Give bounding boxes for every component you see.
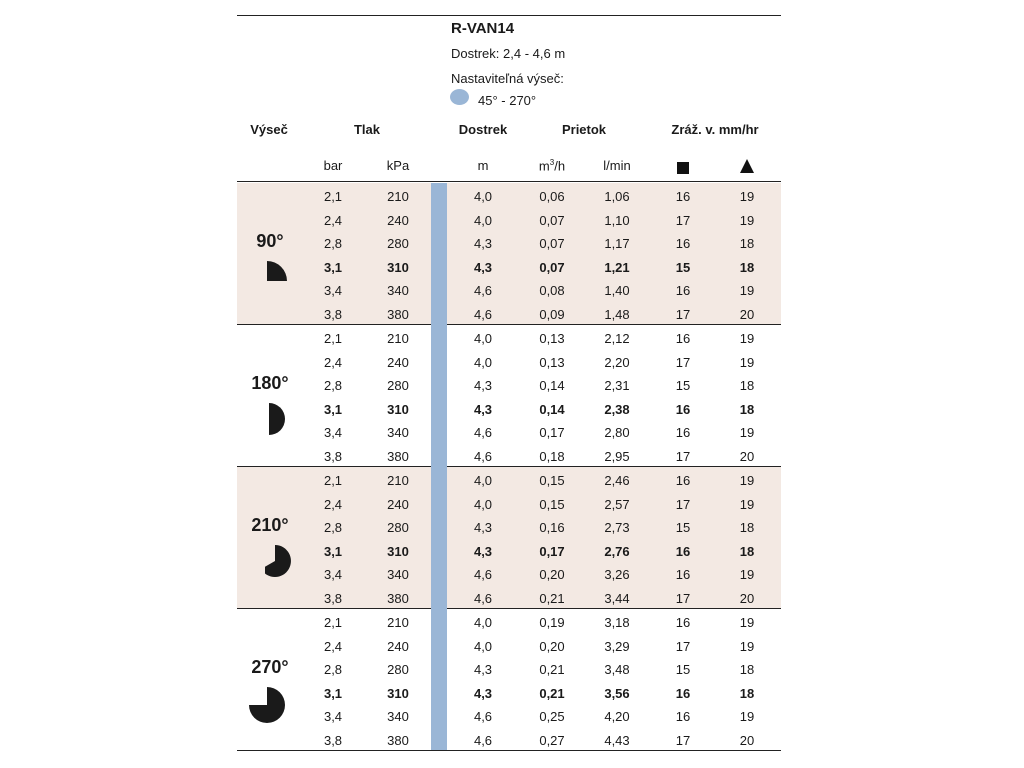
cell-radius: 4,3 [473, 520, 493, 536]
cell-radius: 4,3 [473, 259, 493, 275]
cell-flow-m3h: 0,13 [539, 331, 565, 346]
cell-kpa: 310 [387, 259, 409, 275]
cell-flow-lmin: 4,20 [604, 709, 630, 725]
cell-precip-triangle: 18 [739, 378, 755, 394]
blue-dot-icon [450, 89, 469, 105]
cell-bar: 3,8 [323, 591, 343, 606]
cell-flow-m3h: 0,15 [539, 473, 565, 488]
cell-flow-lmin: 1,40 [604, 283, 630, 299]
blue-column-band [431, 183, 447, 750]
cell-precip-square: 17 [675, 638, 691, 654]
cell-flow-lmin: 2,31 [604, 378, 630, 394]
cell-radius: 4,3 [473, 685, 493, 701]
cell-bar: 2,1 [323, 331, 343, 346]
cell-flow-m3h: 0,06 [539, 189, 565, 204]
cell-precip-square: 17 [675, 354, 691, 370]
cell-kpa: 240 [387, 212, 409, 228]
cell-kpa: 240 [387, 354, 409, 370]
cell-bar: 2,8 [323, 378, 343, 394]
cell-flow-m3h: 0,19 [539, 615, 565, 630]
cell-bar: 2,1 [323, 189, 343, 204]
triangle-icon [740, 159, 754, 173]
cell-radius: 4,0 [473, 354, 493, 370]
cell-precip-square: 17 [675, 591, 691, 606]
cell-bar: 3,4 [323, 709, 343, 725]
cell-radius: 4,6 [473, 709, 493, 725]
cell-kpa: 210 [387, 331, 409, 346]
cell-flow-lmin: 1,06 [604, 189, 630, 204]
cell-precip-triangle: 20 [739, 733, 755, 748]
cell-kpa: 280 [387, 236, 409, 252]
cell-kpa: 310 [387, 543, 409, 559]
cell-precip-square: 17 [675, 212, 691, 228]
cell-kpa: 340 [387, 425, 409, 441]
cell-precip-square: 16 [675, 685, 691, 701]
cell-bar: 2,1 [323, 473, 343, 488]
cell-precip-square: 16 [675, 473, 691, 488]
cell-flow-m3h: 0,16 [539, 520, 565, 536]
cell-radius: 4,0 [473, 638, 493, 654]
arc-label: 210° [251, 515, 289, 535]
cell-precip-triangle: 20 [739, 307, 755, 322]
table-row [237, 611, 781, 635]
arc-label: 90° [256, 231, 284, 251]
table-row [237, 256, 781, 280]
cell-radius: 4,0 [473, 212, 493, 228]
cell-kpa: 280 [387, 378, 409, 394]
cell-flow-lmin: 2,20 [604, 354, 630, 370]
table-row [237, 185, 781, 209]
cell-radius: 4,3 [473, 543, 493, 559]
cell-flow-m3h: 0,21 [539, 662, 565, 678]
cell-flow-lmin: 3,56 [604, 685, 630, 701]
cell-flow-lmin: 2,38 [604, 401, 630, 417]
cell-precip-triangle: 18 [739, 543, 755, 559]
cell-precip-triangle: 19 [739, 189, 755, 204]
cell-precip-square: 17 [675, 307, 691, 322]
table-row [237, 232, 781, 256]
cell-radius: 4,6 [473, 283, 493, 299]
cell-precip-square: 16 [675, 283, 691, 299]
cell-kpa: 240 [387, 638, 409, 654]
cell-flow-m3h: 0,07 [539, 212, 565, 228]
cell-radius: 4,6 [473, 307, 493, 322]
cell-precip-triangle: 19 [739, 283, 755, 299]
square-icon [677, 162, 689, 174]
cell-flow-m3h: 0,14 [539, 378, 565, 394]
cell-kpa: 210 [387, 189, 409, 204]
cell-kpa: 340 [387, 567, 409, 583]
cell-radius: 4,0 [473, 189, 493, 204]
cell-flow-m3h: 0,27 [539, 733, 565, 748]
cell-flow-lmin: 1,48 [604, 307, 630, 322]
cell-bar: 2,4 [323, 212, 343, 228]
cell-precip-square: 16 [675, 543, 691, 559]
cell-bar: 2,8 [323, 236, 343, 252]
cell-flow-lmin: 2,12 [604, 331, 630, 346]
cell-flow-m3h: 0,20 [539, 567, 565, 583]
cell-flow-m3h: 0,07 [539, 259, 565, 275]
cell-kpa: 340 [387, 709, 409, 725]
table-row [237, 469, 781, 493]
table-row [237, 398, 781, 422]
header-radius: Dostrek [458, 122, 508, 137]
cell-bar: 3,1 [323, 685, 343, 701]
cell-kpa: 240 [387, 496, 409, 512]
cell-radius: 4,3 [473, 662, 493, 678]
model-title: R-VAN14 [451, 20, 515, 37]
cell-bar: 2,4 [323, 638, 343, 654]
table-row [237, 209, 781, 233]
cell-precip-square: 15 [675, 520, 691, 536]
table-row [237, 682, 781, 706]
cell-flow-lmin: 4,43 [604, 733, 630, 748]
table-row [237, 563, 781, 587]
table-row [237, 493, 781, 517]
cell-precip-triangle: 19 [739, 425, 755, 441]
table-row [237, 540, 781, 564]
adjustable-label: Nastaviteľná výseč: [451, 71, 564, 86]
cell-bar: 2,1 [323, 615, 343, 630]
cell-precip-square: 17 [675, 733, 691, 748]
cell-kpa: 210 [387, 473, 409, 488]
cell-kpa: 310 [387, 401, 409, 417]
table-row [237, 279, 781, 303]
cell-precip-triangle: 19 [739, 615, 755, 630]
cell-radius: 4,0 [473, 331, 493, 346]
cell-flow-lmin: 1,10 [604, 212, 630, 228]
cell-flow-m3h: 0,21 [539, 685, 565, 701]
header-pressure: Tlak [353, 122, 381, 137]
cell-bar: 3,1 [323, 259, 343, 275]
cell-precip-triangle: 19 [739, 567, 755, 583]
cell-flow-lmin: 2,95 [604, 449, 630, 464]
cell-precip-square: 16 [675, 615, 691, 630]
cell-flow-m3h: 0,20 [539, 638, 565, 654]
cell-flow-m3h: 0,17 [539, 543, 565, 559]
cell-kpa: 280 [387, 662, 409, 678]
cell-precip-square: 16 [675, 709, 691, 725]
cell-flow-m3h: 0,18 [539, 449, 565, 464]
cell-flow-lmin: 2,80 [604, 425, 630, 441]
cell-precip-triangle: 20 [739, 449, 755, 464]
cell-bar: 3,8 [323, 449, 343, 464]
cell-bar: 2,4 [323, 496, 343, 512]
unit-m3h-sup: 3 [549, 158, 555, 167]
cell-precip-triangle: 19 [739, 331, 755, 346]
table-row [237, 351, 781, 375]
cell-precip-triangle: 18 [739, 685, 755, 701]
unit-lmin: l/min [603, 158, 631, 173]
table-row [237, 705, 781, 729]
cell-bar: 3,4 [323, 567, 343, 583]
cell-flow-lmin: 2,57 [604, 496, 630, 512]
unit-m3h-tail: /h [554, 158, 566, 174]
cell-precip-triangle: 18 [739, 520, 755, 536]
cell-radius: 4,3 [473, 401, 493, 417]
table-row [237, 421, 781, 445]
cell-flow-m3h: 0,08 [539, 283, 565, 299]
cell-flow-lmin: 3,26 [604, 567, 630, 583]
cell-bar: 3,8 [323, 733, 343, 748]
cell-precip-square: 15 [675, 378, 691, 394]
cell-flow-m3h: 0,09 [539, 307, 565, 322]
cell-kpa: 310 [387, 685, 409, 701]
cell-kpa: 380 [387, 307, 409, 322]
cell-precip-triangle: 19 [739, 496, 755, 512]
cell-kpa: 380 [387, 591, 409, 606]
cell-radius: 4,6 [473, 591, 493, 606]
table-row [237, 658, 781, 682]
cell-precip-triangle: 19 [739, 212, 755, 228]
cell-precip-triangle: 18 [739, 401, 755, 417]
cell-bar: 2,8 [323, 520, 343, 536]
arc-label: 180° [251, 373, 289, 393]
cell-flow-m3h: 0,25 [539, 709, 565, 725]
cell-flow-lmin: 2,73 [604, 520, 630, 536]
cell-flow-m3h: 0,15 [539, 496, 565, 512]
cell-bar: 3,8 [323, 307, 343, 322]
cell-kpa: 280 [387, 520, 409, 536]
cell-precip-triangle: 20 [739, 591, 755, 606]
cell-flow-m3h: 0,13 [539, 354, 565, 370]
unit-m3h-base: m [538, 158, 550, 174]
cell-precip-square: 16 [675, 236, 691, 252]
adjustable-range: 45° - 270° [478, 93, 537, 108]
cell-radius: 4,6 [473, 449, 493, 464]
unit-kpa: kPa [386, 158, 410, 173]
cell-precip-square: 17 [675, 496, 691, 512]
cell-radius: 4,3 [473, 378, 493, 394]
cell-flow-lmin: 3,18 [604, 615, 630, 630]
cell-precip-triangle: 19 [739, 354, 755, 370]
header-rule [237, 181, 781, 182]
cell-precip-triangle: 19 [739, 638, 755, 654]
cell-flow-lmin: 1,17 [604, 236, 630, 252]
table-row [237, 374, 781, 398]
section-rule [237, 750, 781, 751]
cell-radius: 4,6 [473, 425, 493, 441]
range-text: Dostrek: 2,4 - 4,6 m [451, 46, 566, 61]
cell-bar: 3,1 [323, 543, 343, 559]
cell-precip-square: 15 [675, 662, 691, 678]
cell-flow-m3h: 0,17 [539, 425, 565, 441]
unit-m3h [539, 158, 565, 173]
unit-bar: bar [323, 158, 343, 173]
header-precip: Zráž. v. mm/hr [671, 122, 759, 137]
cell-radius: 4,3 [473, 236, 493, 252]
cell-precip-square: 16 [675, 425, 691, 441]
cell-kpa: 210 [387, 615, 409, 630]
cell-flow-lmin: 2,76 [604, 543, 630, 559]
cell-precip-square: 16 [675, 567, 691, 583]
cell-kpa: 380 [387, 733, 409, 748]
arc-label: 270° [251, 657, 289, 677]
cell-flow-lmin: 2,46 [604, 473, 630, 488]
cell-kpa: 380 [387, 449, 409, 464]
top-rule [237, 15, 781, 16]
table-row [237, 327, 781, 351]
header-flow: Prietok [561, 122, 607, 137]
table-row [237, 516, 781, 540]
cell-radius: 4,6 [473, 733, 493, 748]
unit-m: m [477, 158, 489, 173]
cell-bar: 2,4 [323, 354, 343, 370]
cell-precip-square: 17 [675, 449, 691, 464]
cell-radius: 4,6 [473, 567, 493, 583]
cell-bar: 3,4 [323, 283, 343, 299]
cell-flow-lmin: 3,44 [604, 591, 630, 606]
cell-flow-m3h: 0,07 [539, 236, 565, 252]
cell-bar: 2,8 [323, 662, 343, 678]
cell-bar: 3,1 [323, 401, 343, 417]
cell-precip-square: 16 [675, 189, 691, 204]
cell-flow-lmin: 3,29 [604, 638, 630, 654]
cell-radius: 4,0 [473, 496, 493, 512]
cell-radius: 4,0 [473, 473, 493, 488]
table-row [237, 635, 781, 659]
cell-precip-triangle: 19 [739, 709, 755, 725]
cell-flow-m3h: 0,14 [539, 401, 565, 417]
cell-flow-m3h: 0,21 [539, 591, 565, 606]
cell-precip-triangle: 18 [739, 259, 755, 275]
cell-precip-square: 16 [675, 401, 691, 417]
cell-flow-lmin: 3,48 [604, 662, 630, 678]
cell-radius: 4,0 [473, 615, 493, 630]
cell-precip-triangle: 18 [739, 662, 755, 678]
header-arc: Výseč [250, 122, 288, 137]
cell-precip-triangle: 18 [739, 236, 755, 252]
cell-flow-lmin: 1,21 [604, 259, 630, 275]
cell-precip-square: 15 [675, 259, 691, 275]
cell-kpa: 340 [387, 283, 409, 299]
cell-precip-triangle: 19 [739, 473, 755, 488]
cell-bar: 3,4 [323, 425, 343, 441]
cell-precip-square: 16 [675, 331, 691, 346]
